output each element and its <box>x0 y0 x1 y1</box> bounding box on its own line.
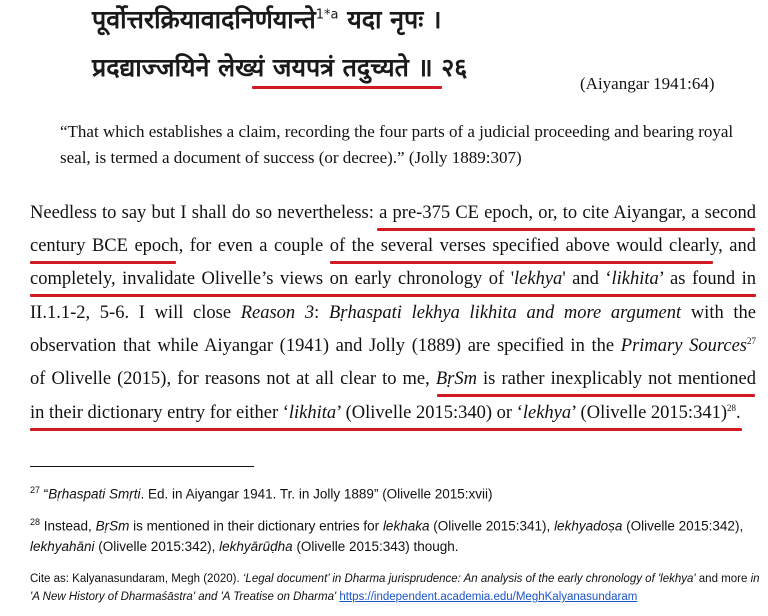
footnote-ref[interactable]: 28 <box>726 403 736 413</box>
red-underline <box>437 394 755 397</box>
footnote-ref[interactable]: 27 <box>747 336 757 346</box>
sanskrit-citation: (Aiyangar 1941:64) <box>580 74 715 93</box>
paragraph-line: II.1.1-2, 5-6. I will close Reason 3: Bṛhaspati lekhya likhita and more argument with the <box>30 303 756 323</box>
red-underline <box>30 261 176 264</box>
verse-superscript: 1*a <box>315 7 339 23</box>
paragraph-line: century BCE epoch, for even a couple of the several verses specified above would clearly, and <box>30 236 757 256</box>
red-underline <box>252 86 442 89</box>
sanskrit-underlined-phrase: लेख्यं जयपत्रं तदुच्यते <box>218 53 409 82</box>
translation-quote: “That which establishes a claim, recording the four parts of a judicial proceeding and bearing royal seal, is termed a document of success (or decree).” (Jolly 1889:307) <box>60 122 734 167</box>
paragraph-line: observation that while Aiyangar (1941) and Jolly (1889) are specified in the Primary Sources$^{27}$ <box>30 336 757 357</box>
sanskrit-verse-line-2: प्रदद्याज्जयिने लेख्यं जयपत्रं तदुच्यते ॥ २६ <box>92 53 468 82</box>
sanskrit-verse-line-1: पूर्वोत्तरक्रियावादनिर्णयान्ते$^{1*a}$ यदा नृपः । <box>92 5 442 34</box>
footnote-separator <box>30 466 254 467</box>
red-underline <box>30 294 756 297</box>
red-underline <box>330 261 713 264</box>
paragraph-line: completely, invalidate Olivelle’s views on early chronology of 'lekhya' and ‘likhita’ as found in <box>30 269 756 289</box>
cite-as: Cite as: Kalyanasundaram, Megh (2020). ‘Legal document’ in Dharma jurisprudence: An analysis of the early chronology of 'lekhya' and more in 'A New History of Dharmaśāstra' and 'A Treatise on Dharma' https://independent.academia.edu/MeghKalyanasundaram <box>30 573 760 603</box>
paragraph-line: in their dictionary entry for either ‘likhita’ (Olivelle 2015:340) or ‘lekhya’ (Olivelle 2015:341)$^{28}$. <box>30 403 741 424</box>
footnote-28: $^{28}$ Instead, BṛSm is mentioned in their dictionary entries for lekhaka (Olivelle 2015:341), lekhyadoṣa (Olivelle 2015:342), lekhyahāni (Olivelle 2015:342), lekhyārūḍha (Olivelle 2015:343) though. <box>30 517 744 554</box>
footnote-27: $^{27}$ “Bṛhaspati Smṛti. Ed. in Aiyangar 1941. Tr. in Jolly 1889” (Olivelle 2015:xvii) <box>30 485 493 502</box>
paragraph-line: Needless to say but I shall do so nevertheless: a pre-375 CE epoch, or, to cite Aiyangar, a second <box>30 203 756 223</box>
paragraph-line: of Olivelle (2015), for reasons not at all clear to me, BṛSm is rather inexplicably not mentioned <box>30 369 756 389</box>
red-underline <box>30 428 742 431</box>
red-underline <box>377 228 755 231</box>
academia-link[interactable]: https://independent.academia.edu/MeghKalyanasundaram <box>339 591 638 603</box>
